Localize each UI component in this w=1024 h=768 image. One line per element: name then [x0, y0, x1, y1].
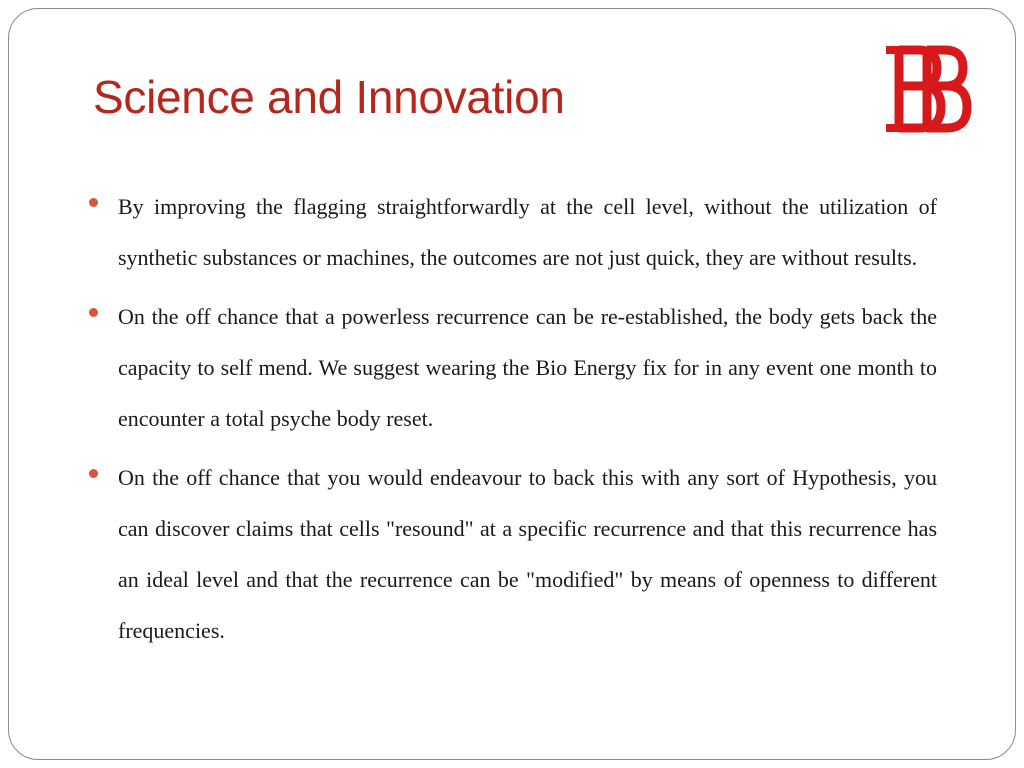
- list-item: [89, 181, 937, 283]
- bullet-text: On the off chance that you would endeavour to back this with any sort of Hypothesis, you can discover claims that cells "resound" at a specific recurrence and that this recurrence has an ideal level and that the recurrence can be "modified" by means of openness to different frequencies.: [118, 465, 937, 643]
- list-item: [89, 291, 937, 444]
- bullet-dot-icon: [89, 308, 98, 317]
- slide-title: Science and Innovation: [93, 71, 565, 123]
- bullet-dot-icon: [89, 469, 98, 478]
- bullet-text: On the off chance that a powerless recurrence can be re-established, the body gets back the capacity to self mend. We suggest wearing the Bio Energy fix for in any event one month to encounter a total psyche body reset.: [118, 304, 937, 431]
- double-b-monogram-logo: [881, 44, 973, 134]
- list-item: [89, 452, 937, 656]
- bullet-text: By improving the flagging straightforwardly at the cell level, without the utilization of synthetic substances or machines, the outcomes are not just quick, they are without results.: [118, 194, 937, 270]
- bullet-dot-icon: [89, 198, 98, 207]
- bullet-list: [89, 181, 937, 664]
